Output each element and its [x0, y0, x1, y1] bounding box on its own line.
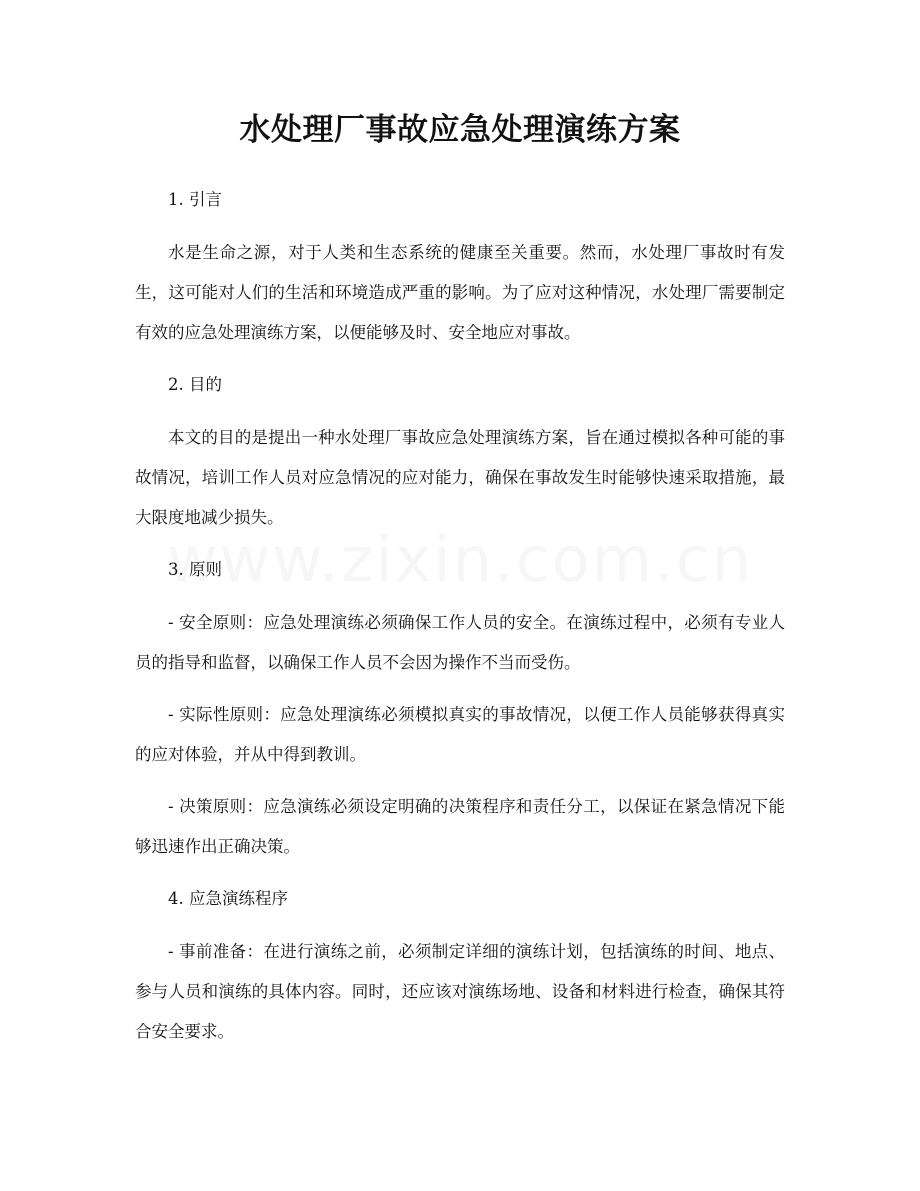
section-heading-purpose: 2. 目的 [168, 375, 222, 394]
document-title: 水处理厂事故应急处理演练方案 [239, 112, 681, 148]
purpose-paragraph: 本文的目的是提出一种水处理厂事故应急处理演练方案，旨在通过模拟各种可能的事故情况，培训工作人员对应急情况的应对能力，确保在事故发生时能够快速采取措施，最大限度地减少损失。 [135, 428, 785, 527]
section-heading-intro: 1. 引言 [168, 190, 222, 209]
intro-paragraph: 水是生命之源，对于人类和生态系统的健康至关重要。然而，水处理厂事故时有发生，这可能对人们的生活和环境造成严重的影响。为了应对这种情况，水处理厂需要制定有效的应急处理演练方案，以便能够及时、安全地应对事故。 [135, 243, 785, 342]
principle-item-decision: - 决策原则：应急演练必须设定明确的决策程序和责任分工，以保证在紧急情况下能够迅速作出正确决策。 [135, 797, 785, 856]
document-body [135, 180, 785, 1052]
section-heading-procedure: 4. 应急演练程序 [168, 889, 288, 908]
principle-item-safety: - 安全原则：应急处理演练必须确保工作人员的安全。在演练过程中，必须有专业人员的指导和监督，以确保工作人员不会因为操作不当而受伤。 [135, 613, 785, 672]
section-heading-principles: 3. 原则 [168, 560, 222, 579]
principle-item-realism: - 实际性原则：应急处理演练必须模拟真实的事故情况，以便工作人员能够获得真实的应对体验，并从中得到教训。 [135, 705, 785, 764]
procedure-item-preparation: - 事前准备：在进行演练之前，必须制定详细的演练计划，包括演练的时间、地点、参与人员和演练的具体内容。同时，还应该对演练场地、设备和材料进行检查，确保其符合安全要求。 [135, 942, 785, 1041]
